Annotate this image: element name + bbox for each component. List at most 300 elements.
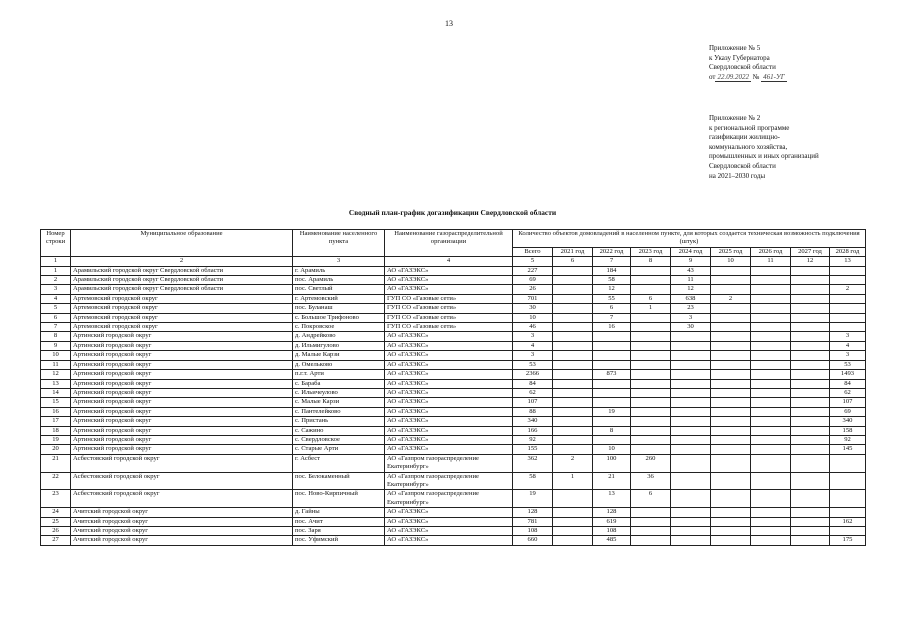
year-2025-cell xyxy=(711,341,751,350)
column-number-cell: 1 xyxy=(41,257,71,266)
column-number-row xyxy=(41,257,866,266)
year-2022-cell: 13 xyxy=(593,490,631,508)
year-2023-cell xyxy=(631,388,671,397)
year-2022-cell xyxy=(593,388,631,397)
year-2026-cell xyxy=(751,388,791,397)
table-row xyxy=(41,472,866,490)
year-2027-cell xyxy=(791,527,830,536)
year-2026-cell xyxy=(751,508,791,517)
year-2024-cell xyxy=(671,370,711,379)
row-number-cell: 23 xyxy=(41,490,71,508)
municipality-cell: Артемовский городской округ xyxy=(71,313,293,322)
year-2022-cell: 6 xyxy=(593,304,631,313)
total-cell: 58 xyxy=(513,472,553,490)
table-row xyxy=(41,426,866,435)
row-number-cell: 26 xyxy=(41,527,71,536)
table-row xyxy=(41,388,866,397)
year-2025-cell xyxy=(711,426,751,435)
year-2024-cell xyxy=(671,536,711,545)
year-2022-cell xyxy=(593,417,631,426)
year-2023-cell: 6 xyxy=(631,294,671,303)
year-2024-cell: 43 xyxy=(671,266,711,275)
row-number-cell: 2 xyxy=(41,276,71,285)
year-2024-cell xyxy=(671,435,711,444)
year-2027-cell xyxy=(791,536,830,545)
year-2027-cell xyxy=(791,332,830,341)
header-settlement: Наименование населенного пункта xyxy=(293,230,385,257)
settlement-cell: пос. Буланаш xyxy=(293,304,385,313)
year-2024-cell xyxy=(671,454,711,472)
municipality-cell: Артинский городской округ xyxy=(71,379,293,388)
settlement-cell: с. Сажино xyxy=(293,426,385,435)
header-year: 2028 год xyxy=(830,247,866,256)
settlement-cell: п.г.т. Арти xyxy=(293,370,385,379)
table-row xyxy=(41,313,866,322)
year-2022-cell: 8 xyxy=(593,426,631,435)
year-2023-cell xyxy=(631,435,671,444)
year-2022-cell: 128 xyxy=(593,508,631,517)
municipality-cell: Артинский городской округ xyxy=(71,435,293,444)
total-cell: 781 xyxy=(513,517,553,526)
year-2021-cell xyxy=(553,370,593,379)
total-cell: 92 xyxy=(513,435,553,444)
settlement-cell: пос. Арамиль xyxy=(293,276,385,285)
row-number-cell: 13 xyxy=(41,379,71,388)
year-2021-cell: 2 xyxy=(553,454,593,472)
year-2023-cell xyxy=(631,266,671,275)
table-row xyxy=(41,266,866,275)
gas-organization-cell: АО «Газпром газораспределение Екатеринбург» xyxy=(385,490,513,508)
year-2021-cell xyxy=(553,360,593,369)
total-cell: 660 xyxy=(513,536,553,545)
year-2026-cell xyxy=(751,454,791,472)
year-2028-cell: 340 xyxy=(830,417,866,426)
year-2028-cell xyxy=(830,266,866,275)
settlement-cell: с. Старые Арти xyxy=(293,445,385,454)
year-2021-cell xyxy=(553,398,593,407)
settlement-cell: г. Асбест xyxy=(293,454,385,472)
year-2026-cell xyxy=(751,527,791,536)
settlement-cell: пос. Уфимский xyxy=(293,536,385,545)
row-number-cell: 3 xyxy=(41,285,71,294)
year-2025-cell xyxy=(711,285,751,294)
appendix-2-block xyxy=(709,114,819,181)
year-2022-cell xyxy=(593,332,631,341)
appendix-line: к региональной программе xyxy=(709,123,790,132)
year-2024-cell: 12 xyxy=(671,285,711,294)
column-number-cell: 12 xyxy=(791,257,830,266)
year-2024-cell xyxy=(671,388,711,397)
year-2028-cell: 53 xyxy=(830,360,866,369)
appendix-line: коммунального хозяйства, xyxy=(709,142,788,151)
year-2023-cell xyxy=(631,341,671,350)
year-2021-cell xyxy=(553,379,593,388)
municipality-cell: Артинский городской округ xyxy=(71,426,293,435)
municipality-cell: Артемовский городской округ xyxy=(71,304,293,313)
year-2026-cell xyxy=(751,490,791,508)
year-2022-cell: 7 xyxy=(593,313,631,322)
total-cell: 69 xyxy=(513,276,553,285)
year-2028-cell: 175 xyxy=(830,536,866,545)
year-2024-cell xyxy=(671,517,711,526)
gas-organization-cell: АО «ГАЗЭКС» xyxy=(385,351,513,360)
year-2021-cell xyxy=(553,517,593,526)
year-2028-cell: 62 xyxy=(830,388,866,397)
year-2023-cell xyxy=(631,360,671,369)
year-2021-cell xyxy=(553,351,593,360)
header-total: Всего xyxy=(513,247,553,256)
year-2024-cell xyxy=(671,445,711,454)
row-number-cell: 19 xyxy=(41,435,71,444)
municipality-cell: Артинский городской округ xyxy=(71,332,293,341)
gas-organization-cell: АО «ГАЗЭКС» xyxy=(385,527,513,536)
table-row xyxy=(41,454,866,472)
year-2023-cell xyxy=(631,276,671,285)
year-2024-cell xyxy=(671,472,711,490)
year-2021-cell xyxy=(553,341,593,350)
year-2027-cell xyxy=(791,426,830,435)
gas-organization-cell: АО «ГАЗЭКС» xyxy=(385,276,513,285)
year-2027-cell xyxy=(791,323,830,332)
row-number-cell: 24 xyxy=(41,508,71,517)
year-2025-cell xyxy=(711,266,751,275)
year-2024-cell xyxy=(671,351,711,360)
year-2022-cell: 21 xyxy=(593,472,631,490)
year-2021-cell xyxy=(553,266,593,275)
year-2028-cell: 145 xyxy=(830,445,866,454)
year-2027-cell xyxy=(791,360,830,369)
year-2021-cell: 1 xyxy=(553,472,593,490)
year-2021-cell xyxy=(553,417,593,426)
header-row-number: Номер строки xyxy=(41,230,71,257)
row-number-cell: 16 xyxy=(41,407,71,416)
appendix-line: Свердловской области xyxy=(709,161,776,170)
year-2022-cell xyxy=(593,360,631,369)
year-2024-cell xyxy=(671,379,711,388)
table-row xyxy=(41,407,866,416)
gas-organization-cell: АО «Газпром газораспределение Екатеринбург» xyxy=(385,454,513,472)
year-2026-cell xyxy=(751,536,791,545)
year-2025-cell xyxy=(711,276,751,285)
gas-organization-cell: АО «ГАЗЭКС» xyxy=(385,508,513,517)
year-2028-cell: 92 xyxy=(830,435,866,444)
year-2023-cell xyxy=(631,323,671,332)
year-2025-cell xyxy=(711,398,751,407)
year-2028-cell xyxy=(830,276,866,285)
total-cell: 227 xyxy=(513,266,553,275)
year-2023-cell: 36 xyxy=(631,472,671,490)
date-prefix: от xyxy=(709,72,716,81)
year-2024-cell xyxy=(671,407,711,416)
year-2025-cell xyxy=(711,527,751,536)
year-2026-cell xyxy=(751,398,791,407)
year-2021-cell xyxy=(553,304,593,313)
total-cell: 362 xyxy=(513,454,553,472)
column-number-cell: 7 xyxy=(593,257,631,266)
year-2023-cell xyxy=(631,285,671,294)
settlement-cell: пос. Белокаменный xyxy=(293,472,385,490)
header-year: 2022 год xyxy=(593,247,631,256)
row-number-cell: 22 xyxy=(41,472,71,490)
table-row xyxy=(41,527,866,536)
year-2025-cell xyxy=(711,388,751,397)
column-number-cell: 13 xyxy=(830,257,866,266)
year-2028-cell: 158 xyxy=(830,426,866,435)
table-body xyxy=(41,266,866,545)
year-2022-cell xyxy=(593,379,631,388)
municipality-cell: Асбестовский городской округ xyxy=(71,454,293,472)
year-2022-cell: 16 xyxy=(593,323,631,332)
gas-organization-cell: ГУП СО «Газовые сети» xyxy=(385,304,513,313)
year-2022-cell: 619 xyxy=(593,517,631,526)
row-number-cell: 25 xyxy=(41,517,71,526)
year-2027-cell xyxy=(791,294,830,303)
row-number-cell: 4 xyxy=(41,294,71,303)
year-2023-cell xyxy=(631,370,671,379)
year-2027-cell xyxy=(791,472,830,490)
year-2028-cell: 3 xyxy=(830,332,866,341)
year-2024-cell: 30 xyxy=(671,323,711,332)
row-number-cell: 14 xyxy=(41,388,71,397)
row-number-cell: 18 xyxy=(41,426,71,435)
municipality-cell: Артинский городской округ xyxy=(71,341,293,350)
year-2028-cell xyxy=(830,304,866,313)
year-2024-cell xyxy=(671,426,711,435)
year-2024-cell xyxy=(671,341,711,350)
column-number-cell: 4 xyxy=(385,257,513,266)
year-2027-cell xyxy=(791,266,830,275)
table-row xyxy=(41,536,866,545)
year-2023-cell xyxy=(631,313,671,322)
year-2025-cell xyxy=(711,454,751,472)
year-2028-cell: 107 xyxy=(830,398,866,407)
year-2028-cell xyxy=(830,508,866,517)
settlement-cell: г. Арамиль xyxy=(293,266,385,275)
municipality-cell: Артинский городской округ xyxy=(71,388,293,397)
header-year: 2026 год xyxy=(751,247,791,256)
table-row xyxy=(41,435,866,444)
decree-date: 22.09.2022 xyxy=(717,72,749,81)
year-2025-cell xyxy=(711,407,751,416)
document-title: Сводный план-график догазификации Свердловской области xyxy=(348,208,557,217)
column-number-cell: 10 xyxy=(711,257,751,266)
table-row xyxy=(41,304,866,313)
year-2027-cell xyxy=(791,490,830,508)
municipality-cell: Артинский городской округ xyxy=(71,370,293,379)
year-2025-cell xyxy=(711,332,751,341)
year-2023-cell: 6 xyxy=(631,490,671,508)
header-municipality: Муниципальное образование xyxy=(71,230,293,257)
year-2026-cell xyxy=(751,379,791,388)
municipality-cell: Артинский городской округ xyxy=(71,398,293,407)
row-number-cell: 21 xyxy=(41,454,71,472)
year-2022-cell: 58 xyxy=(593,276,631,285)
gas-organization-cell: ГУП СО «Газовые сети» xyxy=(385,313,513,322)
table-row xyxy=(41,332,866,341)
total-cell: 340 xyxy=(513,417,553,426)
appendix-line: Приложение № 2 xyxy=(709,114,761,122)
year-2021-cell xyxy=(553,285,593,294)
settlement-cell: с. Ильичеулово xyxy=(293,388,385,397)
year-2028-cell xyxy=(830,527,866,536)
column-number-cell: 2 xyxy=(71,257,293,266)
gas-organization-cell: АО «ГАЗЭКС» xyxy=(385,285,513,294)
municipality-cell: Артемовский городской округ xyxy=(71,294,293,303)
year-2022-cell: 19 xyxy=(593,407,631,416)
year-2028-cell xyxy=(830,490,866,508)
year-2028-cell xyxy=(830,323,866,332)
year-2024-cell: 3 xyxy=(671,313,711,322)
year-2026-cell xyxy=(751,472,791,490)
year-2026-cell xyxy=(751,294,791,303)
gas-organization-cell: АО «ГАЗЭКС» xyxy=(385,266,513,275)
table-row xyxy=(41,360,866,369)
gas-organization-cell: АО «ГАЗЭКС» xyxy=(385,536,513,545)
total-cell: 128 xyxy=(513,508,553,517)
year-2021-cell xyxy=(553,426,593,435)
year-2025-cell xyxy=(711,313,751,322)
year-2026-cell xyxy=(751,360,791,369)
gas-organization-cell: АО «ГАЗЭКС» xyxy=(385,435,513,444)
gas-organization-cell: АО «ГАЗЭКС» xyxy=(385,407,513,416)
year-2021-cell xyxy=(553,536,593,545)
municipality-cell: Асбестовский городской округ xyxy=(71,490,293,508)
table-row xyxy=(41,508,866,517)
header-year: 2023 год xyxy=(631,247,671,256)
gas-organization-cell: АО «ГАЗЭКС» xyxy=(385,445,513,454)
year-2026-cell xyxy=(751,285,791,294)
total-cell: 46 xyxy=(513,323,553,332)
municipality-cell: Ачитский городской округ xyxy=(71,536,293,545)
municipality-cell: Арамильский городской округ Свердловской области xyxy=(71,285,293,294)
table-row xyxy=(41,276,866,285)
gas-organization-cell: АО «ГАЗЭКС» xyxy=(385,370,513,379)
year-2026-cell xyxy=(751,266,791,275)
row-number-cell: 8 xyxy=(41,332,71,341)
year-2027-cell xyxy=(791,304,830,313)
table-row xyxy=(41,323,866,332)
header-year: 2021 год xyxy=(553,247,593,256)
year-2025-cell xyxy=(711,508,751,517)
year-2023-cell xyxy=(631,332,671,341)
settlement-cell: пос. Заря xyxy=(293,527,385,536)
year-2028-cell: 3 xyxy=(830,351,866,360)
year-2025-cell xyxy=(711,417,751,426)
total-cell: 84 xyxy=(513,379,553,388)
gas-organization-cell: АО «ГАЗЭКС» xyxy=(385,398,513,407)
municipality-cell: Ачитский городской округ xyxy=(71,527,293,536)
gas-organization-cell: АО «ГАЗЭКС» xyxy=(385,332,513,341)
settlement-cell: д. Малые Карзи xyxy=(293,351,385,360)
year-2026-cell xyxy=(751,417,791,426)
year-2027-cell xyxy=(791,313,830,322)
year-2025-cell xyxy=(711,435,751,444)
year-2024-cell xyxy=(671,360,711,369)
gas-organization-cell: АО «ГАЗЭКС» xyxy=(385,517,513,526)
year-2024-cell xyxy=(671,527,711,536)
settlement-cell: пос. Ново-Кирпичный xyxy=(293,490,385,508)
year-2028-cell: 84 xyxy=(830,379,866,388)
year-2023-cell xyxy=(631,351,671,360)
year-2026-cell xyxy=(751,351,791,360)
table-row xyxy=(41,351,866,360)
municipality-cell: Арамильский городской округ Свердловской области xyxy=(71,276,293,285)
header-year: 2025 год xyxy=(711,247,751,256)
total-cell: 10 xyxy=(513,313,553,322)
year-2022-cell xyxy=(593,351,631,360)
year-2027-cell xyxy=(791,388,830,397)
gas-organization-cell: АО «ГАЗЭКС» xyxy=(385,360,513,369)
row-number-cell: 7 xyxy=(41,323,71,332)
total-cell: 3 xyxy=(513,351,553,360)
year-2026-cell xyxy=(751,276,791,285)
settlement-cell: с. Большое Трифоново xyxy=(293,313,385,322)
settlement-cell: пос. Ачит xyxy=(293,517,385,526)
row-number-cell: 6 xyxy=(41,313,71,322)
appendix-line: на 2021–2030 годы xyxy=(709,171,766,180)
total-cell: 108 xyxy=(513,527,553,536)
year-2026-cell xyxy=(751,407,791,416)
year-2028-cell xyxy=(830,313,866,322)
total-cell: 2366 xyxy=(513,370,553,379)
gas-organization-cell: ГУП СО «Газовые сети» xyxy=(385,323,513,332)
row-number-cell: 9 xyxy=(41,341,71,350)
gas-organization-cell: ГУП СО «Газовые сети» xyxy=(385,294,513,303)
year-2026-cell xyxy=(751,445,791,454)
municipality-cell: Арамильский городской округ Свердловской области xyxy=(71,266,293,275)
year-2025-cell xyxy=(711,472,751,490)
total-cell: 88 xyxy=(513,407,553,416)
settlement-cell: пос. Светлый xyxy=(293,285,385,294)
table-row xyxy=(41,490,866,508)
decree-date-line xyxy=(709,73,787,83)
appendix-5-block xyxy=(709,44,787,82)
year-2022-cell: 184 xyxy=(593,266,631,275)
year-2025-cell xyxy=(711,536,751,545)
year-2025-cell xyxy=(711,379,751,388)
total-cell: 107 xyxy=(513,398,553,407)
table-row xyxy=(41,517,866,526)
year-2027-cell xyxy=(791,341,830,350)
row-number-cell: 20 xyxy=(41,445,71,454)
settlement-cell: г. Артемовский xyxy=(293,294,385,303)
number-prefix: № xyxy=(752,72,760,81)
row-number-cell: 5 xyxy=(41,304,71,313)
year-2028-cell: 1493 xyxy=(830,370,866,379)
year-2022-cell: 10 xyxy=(593,445,631,454)
total-cell: 701 xyxy=(513,294,553,303)
header-gas-organization: Наименование газораспределительной организации xyxy=(385,230,513,257)
year-2022-cell: 55 xyxy=(593,294,631,303)
year-2021-cell xyxy=(553,313,593,322)
settlement-cell: д. Омельково xyxy=(293,360,385,369)
year-2022-cell xyxy=(593,435,631,444)
row-number-cell: 12 xyxy=(41,370,71,379)
year-2027-cell xyxy=(791,445,830,454)
settlement-cell: с. Покровское xyxy=(293,323,385,332)
gasification-schedule-table xyxy=(40,229,866,546)
year-2024-cell xyxy=(671,508,711,517)
year-2023-cell xyxy=(631,536,671,545)
year-2023-cell xyxy=(631,426,671,435)
table-row xyxy=(41,445,866,454)
year-2023-cell xyxy=(631,398,671,407)
table-row xyxy=(41,379,866,388)
year-2024-cell xyxy=(671,398,711,407)
year-2021-cell xyxy=(553,527,593,536)
year-2022-cell xyxy=(593,398,631,407)
appendix-line: Свердловской области xyxy=(709,63,776,72)
